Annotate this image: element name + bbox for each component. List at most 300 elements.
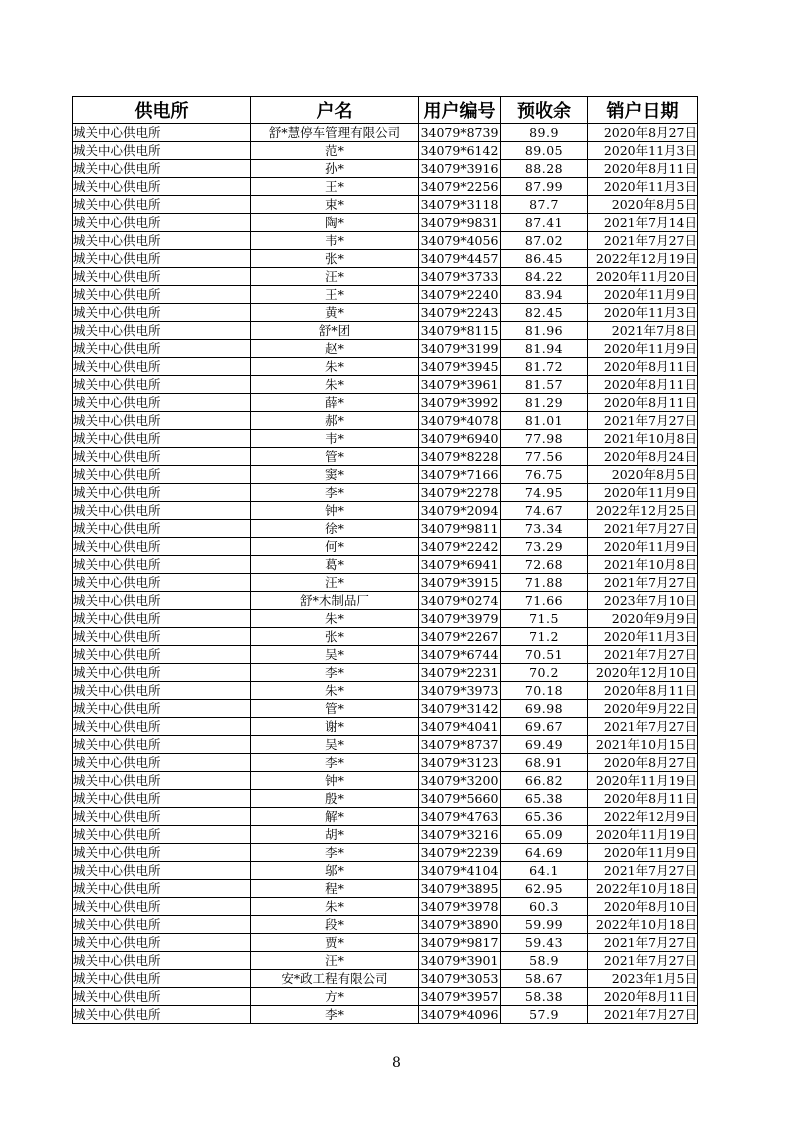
supply-station-cell: 城关中心供电所 — [73, 448, 251, 466]
user-id-cell: 34079*8737 — [419, 736, 501, 754]
account-name-cell: 李* — [251, 1006, 419, 1024]
prepaid-balance-cell: 87.41 — [501, 214, 588, 232]
user-id-cell: 34079*0274 — [419, 592, 501, 610]
account-name-cell: 管* — [251, 700, 419, 718]
closure-date-cell: 2021年7月27日 — [588, 952, 698, 970]
prepaid-balance-cell: 88.28 — [501, 160, 588, 178]
prepaid-balance-cell: 81.29 — [501, 394, 588, 412]
user-id-cell: 34079*3945 — [419, 358, 501, 376]
table-row — [73, 718, 698, 736]
closure-date-cell: 2020年11月9日 — [588, 538, 698, 556]
supply-station-cell: 城关中心供电所 — [73, 970, 251, 988]
table-row — [73, 754, 698, 772]
supply-station-cell: 城关中心供电所 — [73, 934, 251, 952]
account-name-cell: 段* — [251, 916, 419, 934]
user-id-cell: 34079*3216 — [419, 826, 501, 844]
account-name-cell: 葛* — [251, 556, 419, 574]
supply-station-cell: 城关中心供电所 — [73, 502, 251, 520]
account-name-cell: 黄* — [251, 304, 419, 322]
table-row — [73, 844, 698, 862]
closure-date-cell: 2023年7月10日 — [588, 592, 698, 610]
table-row — [73, 448, 698, 466]
table-row — [73, 952, 698, 970]
table-row — [73, 934, 698, 952]
account-name-cell: 朱* — [251, 358, 419, 376]
account-name-cell: 朱* — [251, 610, 419, 628]
prepaid-balance-cell: 65.38 — [501, 790, 588, 808]
table-row — [73, 880, 698, 898]
closure-date-cell: 2020年11月9日 — [588, 286, 698, 304]
table-row — [73, 826, 698, 844]
header-prepaid-balance: 预收余 — [501, 97, 588, 124]
closure-date-cell: 2020年8月11日 — [588, 682, 698, 700]
prepaid-balance-cell: 70.2 — [501, 664, 588, 682]
supply-station-cell: 城关中心供电所 — [73, 862, 251, 880]
table-row — [73, 592, 698, 610]
user-id-cell: 34079*3733 — [419, 268, 501, 286]
user-id-cell: 34079*2267 — [419, 628, 501, 646]
table-row — [73, 358, 698, 376]
supply-station-cell: 城关中心供电所 — [73, 808, 251, 826]
account-name-cell: 贾* — [251, 934, 419, 952]
user-id-cell: 34079*3053 — [419, 970, 501, 988]
closure-date-cell: 2021年7月27日 — [588, 1006, 698, 1024]
table-row — [73, 628, 698, 646]
table-row — [73, 682, 698, 700]
prepaid-balance-cell: 76.75 — [501, 466, 588, 484]
table-row — [73, 196, 698, 214]
account-closure-table — [72, 96, 698, 1024]
prepaid-balance-cell: 64.69 — [501, 844, 588, 862]
prepaid-balance-cell: 65.36 — [501, 808, 588, 826]
prepaid-balance-cell: 81.01 — [501, 412, 588, 430]
prepaid-balance-cell: 69.67 — [501, 718, 588, 736]
user-id-cell: 34079*6940 — [419, 430, 501, 448]
user-id-cell: 34079*3957 — [419, 988, 501, 1006]
closure-date-cell: 2022年12月9日 — [588, 808, 698, 826]
table-row — [73, 862, 698, 880]
account-name-cell: 邬* — [251, 862, 419, 880]
user-id-cell: 34079*8228 — [419, 448, 501, 466]
supply-station-cell: 城关中心供电所 — [73, 304, 251, 322]
user-id-cell: 34079*6744 — [419, 646, 501, 664]
account-name-cell: 舒*团 — [251, 322, 419, 340]
supply-station-cell: 城关中心供电所 — [73, 772, 251, 790]
account-name-cell: 窦* — [251, 466, 419, 484]
closure-date-cell: 2023年1月5日 — [588, 970, 698, 988]
prepaid-balance-cell: 82.45 — [501, 304, 588, 322]
closure-date-cell: 2020年11月19日 — [588, 826, 698, 844]
account-name-cell: 方* — [251, 988, 419, 1006]
user-id-cell: 34079*4104 — [419, 862, 501, 880]
supply-station-cell: 城关中心供电所 — [73, 844, 251, 862]
closure-date-cell: 2020年9月22日 — [588, 700, 698, 718]
account-name-cell: 薛* — [251, 394, 419, 412]
table-row — [73, 232, 698, 250]
prepaid-balance-cell: 77.56 — [501, 448, 588, 466]
table-row — [73, 286, 698, 304]
supply-station-cell: 城关中心供电所 — [73, 880, 251, 898]
table-row — [73, 502, 698, 520]
closure-date-cell: 2021年7月27日 — [588, 520, 698, 538]
account-name-cell: 范* — [251, 142, 419, 160]
closure-date-cell: 2020年8月11日 — [588, 160, 698, 178]
supply-station-cell: 城关中心供电所 — [73, 700, 251, 718]
table-row — [73, 1006, 698, 1024]
account-name-cell: 王* — [251, 178, 419, 196]
table-row — [73, 646, 698, 664]
supply-station-cell: 城关中心供电所 — [73, 1006, 251, 1024]
account-name-cell: 钟* — [251, 502, 419, 520]
user-id-cell: 34079*8739 — [419, 124, 501, 142]
user-id-cell: 34079*4078 — [419, 412, 501, 430]
supply-station-cell: 城关中心供电所 — [73, 952, 251, 970]
account-name-cell: 张* — [251, 250, 419, 268]
closure-date-cell: 2021年7月27日 — [588, 232, 698, 250]
user-id-cell: 34079*8115 — [419, 322, 501, 340]
prepaid-balance-cell: 81.72 — [501, 358, 588, 376]
closure-date-cell: 2020年8月11日 — [588, 790, 698, 808]
user-id-cell: 34079*2231 — [419, 664, 501, 682]
supply-station-cell: 城关中心供电所 — [73, 412, 251, 430]
closure-date-cell: 2020年11月9日 — [588, 844, 698, 862]
account-name-cell: 郝* — [251, 412, 419, 430]
account-name-cell: 韦* — [251, 232, 419, 250]
closure-date-cell: 2020年11月9日 — [588, 340, 698, 358]
user-id-cell: 34079*4763 — [419, 808, 501, 826]
closure-date-cell: 2021年10月8日 — [588, 430, 698, 448]
prepaid-balance-cell: 71.66 — [501, 592, 588, 610]
user-id-cell: 34079*7166 — [419, 466, 501, 484]
table-row — [73, 736, 698, 754]
prepaid-balance-cell: 74.95 — [501, 484, 588, 502]
supply-station-cell: 城关中心供电所 — [73, 628, 251, 646]
table-row — [73, 124, 698, 142]
supply-station-cell: 城关中心供电所 — [73, 340, 251, 358]
user-id-cell: 34079*2256 — [419, 178, 501, 196]
user-id-cell: 34079*3978 — [419, 898, 501, 916]
user-id-cell: 34079*2239 — [419, 844, 501, 862]
prepaid-balance-cell: 73.29 — [501, 538, 588, 556]
account-name-cell: 徐* — [251, 520, 419, 538]
account-name-cell: 张* — [251, 628, 419, 646]
account-name-cell: 安*政工程有限公司 — [251, 970, 419, 988]
prepaid-balance-cell: 72.68 — [501, 556, 588, 574]
user-id-cell: 34079*3915 — [419, 574, 501, 592]
account-name-cell: 韦* — [251, 430, 419, 448]
prepaid-balance-cell: 71.5 — [501, 610, 588, 628]
table-row — [73, 664, 698, 682]
table-row — [73, 772, 698, 790]
supply-station-cell: 城关中心供电所 — [73, 664, 251, 682]
account-name-cell: 朱* — [251, 376, 419, 394]
table-row — [73, 340, 698, 358]
user-id-cell: 34079*3142 — [419, 700, 501, 718]
prepaid-balance-cell: 81.94 — [501, 340, 588, 358]
prepaid-balance-cell: 84.22 — [501, 268, 588, 286]
table-row — [73, 304, 698, 322]
header-supply-station: 供电所 — [73, 97, 251, 124]
closure-date-cell: 2020年11月3日 — [588, 628, 698, 646]
table-row — [73, 700, 698, 718]
closure-date-cell: 2021年7月27日 — [588, 862, 698, 880]
account-name-cell: 朱* — [251, 898, 419, 916]
prepaid-balance-cell: 87.99 — [501, 178, 588, 196]
prepaid-balance-cell: 66.82 — [501, 772, 588, 790]
table-row — [73, 538, 698, 556]
table-row — [73, 430, 698, 448]
supply-station-cell: 城关中心供电所 — [73, 538, 251, 556]
supply-station-cell: 城关中心供电所 — [73, 250, 251, 268]
supply-station-cell: 城关中心供电所 — [73, 268, 251, 286]
supply-station-cell: 城关中心供电所 — [73, 286, 251, 304]
account-name-cell: 管* — [251, 448, 419, 466]
table-row — [73, 178, 698, 196]
account-name-cell: 舒*木制品厂 — [251, 592, 419, 610]
supply-station-cell: 城关中心供电所 — [73, 196, 251, 214]
account-name-cell: 李* — [251, 844, 419, 862]
prepaid-balance-cell: 71.2 — [501, 628, 588, 646]
account-name-cell: 程* — [251, 880, 419, 898]
closure-date-cell: 2020年11月3日 — [588, 304, 698, 322]
supply-station-cell: 城关中心供电所 — [73, 430, 251, 448]
account-name-cell: 胡* — [251, 826, 419, 844]
table-row — [73, 466, 698, 484]
user-id-cell: 34079*6142 — [419, 142, 501, 160]
account-name-cell: 李* — [251, 754, 419, 772]
user-id-cell: 34079*4457 — [419, 250, 501, 268]
supply-station-cell: 城关中心供电所 — [73, 160, 251, 178]
user-id-cell: 34079*2243 — [419, 304, 501, 322]
closure-date-cell: 2020年12月10日 — [588, 664, 698, 682]
closure-date-cell: 2020年8月11日 — [588, 394, 698, 412]
table-row — [73, 610, 698, 628]
table-row — [73, 160, 698, 178]
closure-date-cell: 2021年7月27日 — [588, 646, 698, 664]
supply-station-cell: 城关中心供电所 — [73, 574, 251, 592]
account-name-cell: 李* — [251, 664, 419, 682]
supply-station-cell: 城关中心供电所 — [73, 124, 251, 142]
account-name-cell: 解* — [251, 808, 419, 826]
closure-date-cell: 2022年10月18日 — [588, 916, 698, 934]
prepaid-balance-cell: 59.99 — [501, 916, 588, 934]
table-body — [73, 124, 698, 1024]
account-name-cell: 殷* — [251, 790, 419, 808]
user-id-cell: 34079*3992 — [419, 394, 501, 412]
table-row — [73, 790, 698, 808]
account-name-cell: 汪* — [251, 952, 419, 970]
supply-station-cell: 城关中心供电所 — [73, 718, 251, 736]
supply-station-cell: 城关中心供电所 — [73, 610, 251, 628]
user-id-cell: 34079*2242 — [419, 538, 501, 556]
prepaid-balance-cell: 70.51 — [501, 646, 588, 664]
prepaid-balance-cell: 58.9 — [501, 952, 588, 970]
user-id-cell: 34079*3890 — [419, 916, 501, 934]
supply-station-cell: 城关中心供电所 — [73, 592, 251, 610]
table-row — [73, 142, 698, 160]
closure-date-cell: 2021年10月8日 — [588, 556, 698, 574]
account-name-cell: 李* — [251, 484, 419, 502]
closure-date-cell: 2020年8月11日 — [588, 358, 698, 376]
user-id-cell: 34079*4041 — [419, 718, 501, 736]
closure-date-cell: 2020年11月3日 — [588, 178, 698, 196]
supply-station-cell: 城关中心供电所 — [73, 988, 251, 1006]
closure-date-cell: 2020年8月5日 — [588, 466, 698, 484]
user-id-cell: 34079*3916 — [419, 160, 501, 178]
supply-station-cell: 城关中心供电所 — [73, 646, 251, 664]
user-id-cell: 34079*3199 — [419, 340, 501, 358]
closure-date-cell: 2021年7月27日 — [588, 934, 698, 952]
user-id-cell: 34079*2278 — [419, 484, 501, 502]
user-id-cell: 34079*6941 — [419, 556, 501, 574]
table-row — [73, 556, 698, 574]
prepaid-balance-cell: 64.1 — [501, 862, 588, 880]
account-name-cell: 吴* — [251, 646, 419, 664]
closure-date-cell: 2020年8月11日 — [588, 988, 698, 1006]
closure-date-cell: 2020年8月5日 — [588, 196, 698, 214]
prepaid-balance-cell: 69.98 — [501, 700, 588, 718]
prepaid-balance-cell: 86.45 — [501, 250, 588, 268]
table-row — [73, 412, 698, 430]
table-row — [73, 574, 698, 592]
header-user-id: 用户编号 — [419, 97, 501, 124]
supply-station-cell: 城关中心供电所 — [73, 214, 251, 232]
account-name-cell: 朱* — [251, 682, 419, 700]
supply-station-cell: 城关中心供电所 — [73, 358, 251, 376]
prepaid-balance-cell: 71.88 — [501, 574, 588, 592]
closure-date-cell: 2020年9月9日 — [588, 610, 698, 628]
prepaid-balance-cell: 83.94 — [501, 286, 588, 304]
prepaid-balance-cell: 57.9 — [501, 1006, 588, 1024]
page-number: 8 — [392, 1055, 401, 1071]
prepaid-balance-cell: 60.3 — [501, 898, 588, 916]
prepaid-balance-cell: 58.38 — [501, 988, 588, 1006]
account-name-cell: 束* — [251, 196, 419, 214]
supply-station-cell: 城关中心供电所 — [73, 898, 251, 916]
user-id-cell: 34079*4096 — [419, 1006, 501, 1024]
closure-date-cell: 2020年8月24日 — [588, 448, 698, 466]
prepaid-balance-cell: 77.98 — [501, 430, 588, 448]
account-name-cell: 赵* — [251, 340, 419, 358]
user-id-cell: 34079*2094 — [419, 502, 501, 520]
supply-station-cell: 城关中心供电所 — [73, 556, 251, 574]
closure-date-cell: 2020年11月9日 — [588, 484, 698, 502]
prepaid-balance-cell: 59.43 — [501, 934, 588, 952]
prepaid-balance-cell: 89.9 — [501, 124, 588, 142]
user-id-cell: 34079*3123 — [419, 754, 501, 772]
table-row — [73, 214, 698, 232]
table-row — [73, 988, 698, 1006]
supply-station-cell: 城关中心供电所 — [73, 178, 251, 196]
supply-station-cell: 城关中心供电所 — [73, 682, 251, 700]
table-row — [73, 268, 698, 286]
prepaid-balance-cell: 74.67 — [501, 502, 588, 520]
user-id-cell: 34079*3901 — [419, 952, 501, 970]
table-row — [73, 394, 698, 412]
prepaid-balance-cell: 81.96 — [501, 322, 588, 340]
supply-station-cell: 城关中心供电所 — [73, 916, 251, 934]
closure-date-cell: 2021年7月14日 — [588, 214, 698, 232]
prepaid-balance-cell: 73.34 — [501, 520, 588, 538]
header-account-name: 户名 — [251, 97, 419, 124]
user-id-cell: 34079*9811 — [419, 520, 501, 538]
account-name-cell: 钟* — [251, 772, 419, 790]
user-id-cell: 34079*9817 — [419, 934, 501, 952]
user-id-cell: 34079*3973 — [419, 682, 501, 700]
prepaid-balance-cell: 65.09 — [501, 826, 588, 844]
prepaid-balance-cell: 81.57 — [501, 376, 588, 394]
closure-date-cell: 2021年7月8日 — [588, 322, 698, 340]
prepaid-balance-cell: 89.05 — [501, 142, 588, 160]
table-header-row — [73, 97, 698, 124]
prepaid-balance-cell: 68.91 — [501, 754, 588, 772]
closure-date-cell: 2022年12月25日 — [588, 502, 698, 520]
supply-station-cell: 城关中心供电所 — [73, 484, 251, 502]
account-name-cell: 王* — [251, 286, 419, 304]
supply-station-cell: 城关中心供电所 — [73, 376, 251, 394]
closure-date-cell: 2020年11月19日 — [588, 772, 698, 790]
user-id-cell: 34079*3118 — [419, 196, 501, 214]
user-id-cell: 34079*3961 — [419, 376, 501, 394]
closure-date-cell: 2022年12月19日 — [588, 250, 698, 268]
closure-date-cell: 2020年11月20日 — [588, 268, 698, 286]
table-row — [73, 322, 698, 340]
account-name-cell: 吴* — [251, 736, 419, 754]
prepaid-balance-cell: 69.49 — [501, 736, 588, 754]
header-closure-date: 销户日期 — [588, 97, 698, 124]
account-name-cell: 舒*慧停车管理有限公司 — [251, 124, 419, 142]
prepaid-balance-cell: 87.02 — [501, 232, 588, 250]
closure-date-cell: 2020年8月27日 — [588, 124, 698, 142]
user-id-cell: 34079*9831 — [419, 214, 501, 232]
table-row — [73, 898, 698, 916]
user-id-cell: 34079*2240 — [419, 286, 501, 304]
prepaid-balance-cell: 58.67 — [501, 970, 588, 988]
table-row — [73, 916, 698, 934]
account-name-cell: 汪* — [251, 268, 419, 286]
table-row — [73, 376, 698, 394]
closure-date-cell: 2021年7月27日 — [588, 574, 698, 592]
prepaid-balance-cell: 62.95 — [501, 880, 588, 898]
user-id-cell: 34079*3895 — [419, 880, 501, 898]
table-row — [73, 250, 698, 268]
account-name-cell: 何* — [251, 538, 419, 556]
supply-station-cell: 城关中心供电所 — [73, 466, 251, 484]
account-name-cell: 陶* — [251, 214, 419, 232]
prepaid-balance-cell: 70.18 — [501, 682, 588, 700]
supply-station-cell: 城关中心供电所 — [73, 790, 251, 808]
supply-station-cell: 城关中心供电所 — [73, 322, 251, 340]
table-row — [73, 484, 698, 502]
closure-date-cell: 2020年8月27日 — [588, 754, 698, 772]
account-name-cell: 谢* — [251, 718, 419, 736]
supply-station-cell: 城关中心供电所 — [73, 142, 251, 160]
supply-station-cell: 城关中心供电所 — [73, 754, 251, 772]
closure-date-cell: 2020年11月3日 — [588, 142, 698, 160]
supply-station-cell: 城关中心供电所 — [73, 736, 251, 754]
table-row — [73, 520, 698, 538]
user-id-cell: 34079*3979 — [419, 610, 501, 628]
closure-date-cell: 2021年7月27日 — [588, 718, 698, 736]
user-id-cell: 34079*4056 — [419, 232, 501, 250]
closure-date-cell: 2020年8月10日 — [588, 898, 698, 916]
account-name-cell: 孙* — [251, 160, 419, 178]
closure-date-cell: 2020年8月11日 — [588, 376, 698, 394]
table-row — [73, 970, 698, 988]
user-id-cell: 34079*5660 — [419, 790, 501, 808]
supply-station-cell: 城关中心供电所 — [73, 394, 251, 412]
table-row — [73, 808, 698, 826]
